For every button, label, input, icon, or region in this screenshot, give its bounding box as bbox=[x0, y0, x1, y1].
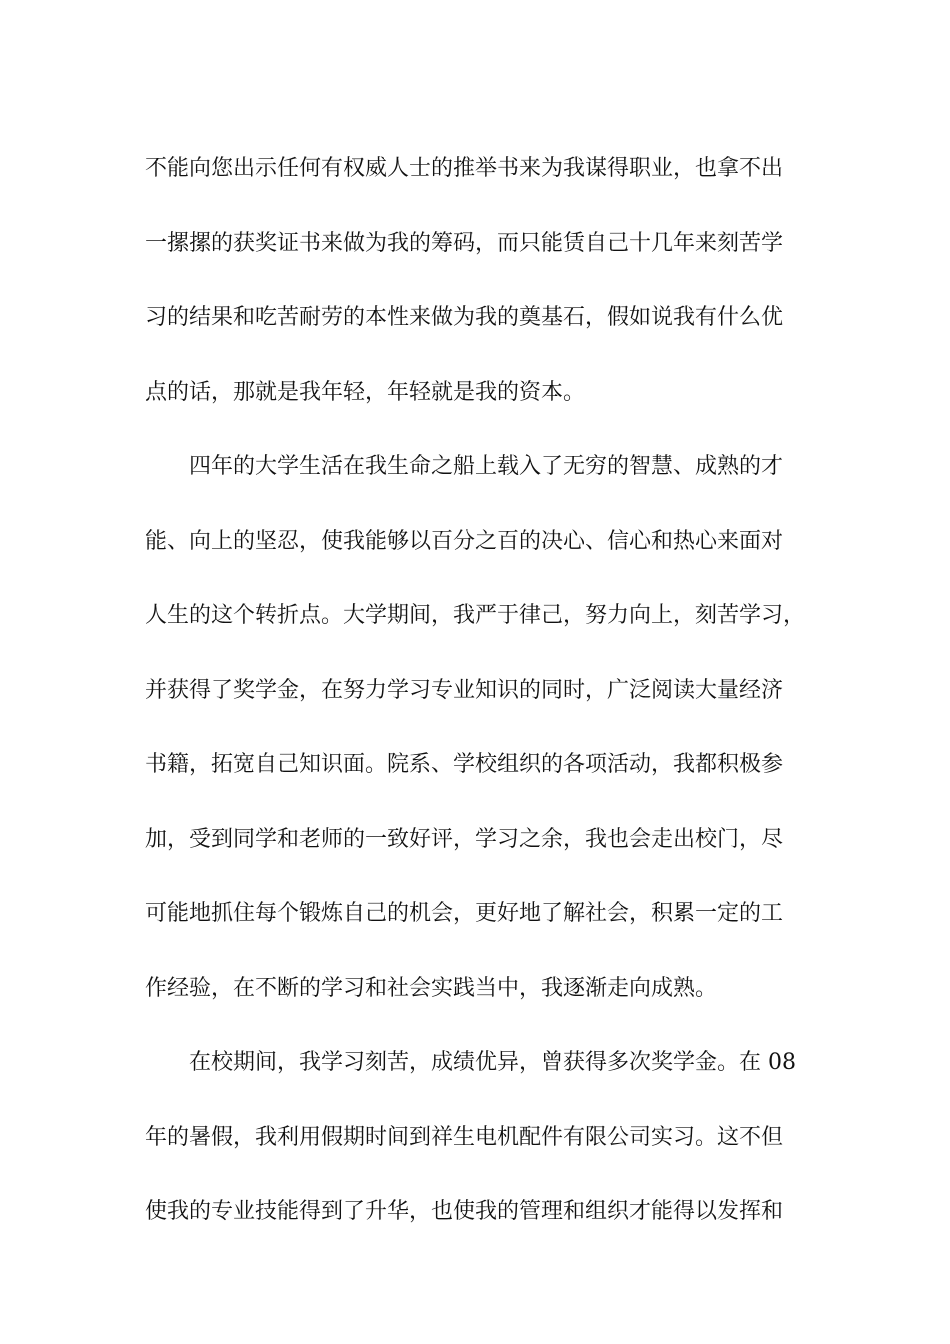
paragraph-1 bbox=[145, 132, 810, 430]
text-line: 使我的专业技能得到了升华，也使我的管理和组织才能得以发挥和 bbox=[145, 1199, 784, 1224]
paragraph-3 bbox=[145, 1026, 810, 1250]
text-line: 可能地抓住每个锻炼自己的机会，更好地了解社会，积累一定的工 bbox=[145, 901, 784, 926]
text-line: 点的话，那就是我年轻，年轻就是我的资本。 bbox=[145, 379, 586, 405]
text-line: 作经验，在不断的学习和社会实践当中，我逐渐走向成熟。 bbox=[145, 975, 718, 1001]
text-line: 四年的大学生活在我生命之船上载入了无穷的智慧、成熟的才 bbox=[189, 454, 784, 479]
text-line: 人生的这个转折点。大学期间，我严于律己，努力向上，刻苦学习， bbox=[145, 603, 806, 628]
text-line: 年的暑假，我利用假期时间到祥生电机配件有限公司实习。这不但 bbox=[145, 1124, 784, 1150]
text-line: 加，受到同学和老师的一致好评，学习之余，我也会走出校门，尽 bbox=[145, 826, 784, 852]
text-line: 在校期间，我学习刻苦，成绩优异，曾获得多次奖学金。在 08 bbox=[189, 1050, 796, 1075]
text-line: 习的结果和吃苦耐劳的本性来做为我的奠基石，假如说我有什么优 bbox=[145, 305, 784, 330]
text-line: 能、向上的坚忍，使我能够以百分之百的决心、信心和热心来面对 bbox=[145, 528, 784, 554]
text-line: 书籍，拓宽自己知识面。院系、学校组织的各项活动，我都积极参 bbox=[145, 752, 784, 777]
text-line: 不能向您出示任何有权威人士的推举书来为我谋得职业，也拿不出 bbox=[145, 156, 784, 181]
text-line: 一摞摞的获奖证书来做为我的筹码，而只能赁自己十几年来刻苦学 bbox=[145, 230, 784, 256]
text-line: 并获得了奖学金，在努力学习专业知识的同时，广泛阅读大量经济 bbox=[145, 677, 784, 703]
paragraph-2 bbox=[145, 430, 810, 1026]
body-text bbox=[145, 132, 810, 1250]
